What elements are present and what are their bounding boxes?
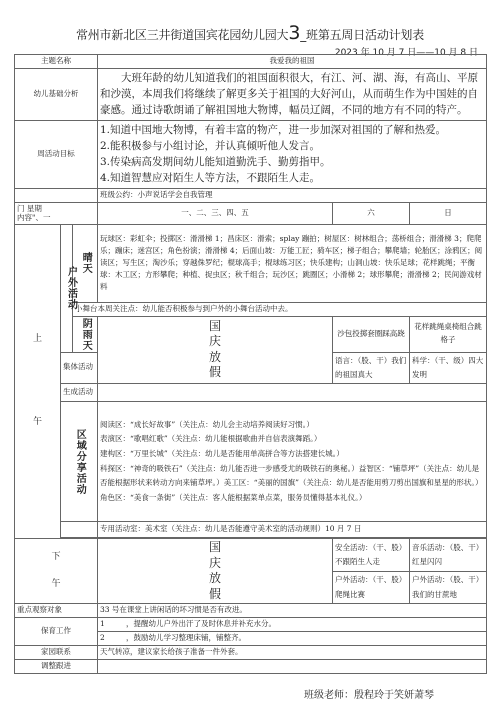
cloudy-label-cell	[73, 316, 98, 352]
special-empty	[61, 522, 98, 538]
area-label-cell	[61, 402, 98, 522]
day-6-header: 六	[333, 202, 410, 224]
title-number: 3	[288, 22, 301, 44]
afternoon-char-2: 午	[51, 579, 61, 590]
sunny-label: 晴天	[80, 252, 92, 275]
pm-holiday-cell	[98, 539, 333, 604]
plan-table	[14, 54, 487, 674]
class-focus: 班级公约：小声说话学会自我管理	[98, 188, 487, 202]
day6-cloudy: 沙包投掷套圈踩高跷	[333, 316, 410, 352]
pm-day7-a: 音乐活动：（股、干）红星闪闪	[410, 539, 487, 572]
goal-item: 3.传染病高发期间幼儿能知道勤洗手、勤剪指甲。	[100, 156, 331, 169]
title-part-a: 常州市新北区三井街道国宾花园幼儿园大	[75, 28, 289, 42]
date-range: 2023 年 10 月 7 日——10 月 8 日	[334, 48, 478, 58]
theme-value: 我爱我的祖国	[98, 55, 487, 69]
area-line: 表演区：“歌唱红歌”（关注点：幼儿能根据歌曲并自信表演舞蹈。）	[100, 434, 322, 444]
care-num-2: 2	[100, 633, 105, 643]
area-line: 建构区：“万里长城”（关注点：幼儿是否能用单高拼合等方法搭建长城。）	[100, 448, 344, 458]
weekly-goals-label: 周活动目标	[15, 120, 98, 188]
area-line: 科探区：“神奇的吸铁石”（关注点：幼儿能否进一步感受尤的吸铁石的奥秘。）益智区：“铺草坪”（关注点：幼儿是否能根据形状来转动方向来铺草坪。）美工区：“美丽的国旗”（关注点：幼儿是否能用剪刀剪出国旗和星星的形状。）角色区：“美食一条街”（关注点：客人能根据菜单点菜，服务员懂得基本礼仪。）	[100, 463, 483, 502]
area-activities	[98, 402, 487, 522]
special-room: 专用活动室：美术室（关注点：幼儿是否能遵守美术室的活动规则）10 月 7 日	[98, 522, 487, 538]
observe-text: 33 号在课堂上讲闲话的坏习惯是否有改进。	[98, 604, 487, 618]
adjust-text	[98, 660, 487, 674]
day-7-header: 日	[410, 202, 487, 224]
stage-focus: 小舞台本周关注点：幼儿能否积极参与到户外的小舞台活动中去。	[73, 302, 487, 316]
outdoor-label: 户外活动	[65, 266, 77, 311]
home-text: 天气转凉，建议家长给孩子准备一件外套。	[98, 646, 487, 660]
morning-char-2: 午	[32, 417, 42, 428]
pm-day6-b: 户外活动：（干、股）爬绳比赛	[333, 571, 410, 604]
week-corner	[15, 202, 98, 224]
life-content	[98, 384, 487, 402]
afternoon-char-1: 下	[51, 552, 61, 563]
corner-top: 门 星期	[17, 204, 42, 214]
care-text-1: ，提醒幼儿户外出汗了及时休息并补充水分。	[126, 619, 276, 629]
theme-label: 主题名称	[15, 55, 98, 69]
collective-label: 集体活动	[61, 352, 98, 384]
goal-item: 4.知道智慧应对陌生人等方法，不跟陌生人走。	[100, 172, 321, 185]
care-num-1: 1	[100, 619, 105, 629]
corner-bottom: 内容"、一	[17, 213, 51, 223]
page-title	[0, 22, 500, 44]
care-line-2	[98, 632, 487, 646]
child-analysis-text: 大班年龄的幼儿知道我们的祖国面积很大，有江、河、湖、海，有高山、平原和沙漠，本周我们将继续了解更多关于祖国的大好河山，从而萌生作为中国娃的自豪感。通过诗歌朗诵了解祖国地大物博，幅员辽阔，不同的地方有不同的特产。	[98, 68, 487, 120]
afternoon-label	[15, 539, 98, 604]
life-label: 生成活动	[61, 384, 98, 402]
pm-day7-b: 户外活动：（股、干）我们的甘蔗地	[410, 571, 487, 604]
goal-item: 2.能积极参与小组讨论，并认真倾听他人发言。	[100, 139, 321, 152]
pm-day6-a: 安全活动：（干、股）不跟陌生人走	[333, 539, 410, 572]
am-holiday: 国庆放假	[208, 318, 221, 380]
sunny-activities: 玩球区：彩虹伞；投掷区：滑滑梯 1；昌床区：滑索；splay 蹦拍；树屋区：树林组合；荡桥组合；滑滑梯 3；爬爬乐；蹦床；迷宫区；角色扮演；滑滑梯 4；后面山坡：万能工匠；骑车区；梯子组合；攀爬墙；轮胎区；涂鸦区；阅读区；写生区；淘沙乐；穿越侏罗纪；棍球高手；棍球练习区；快乐建构；山洞山坡：快乐足球；花样跳绳；平衡球：木工区；方形攀爬；种植、捉虫区；秋千组合；玩沙区；跳圈区；小滑梯 2；球形攀爬；滑滑梯 2；民间游戏材料	[98, 224, 487, 302]
day7-cloudy: 花样跳绳桌椅组合跳格子	[410, 316, 487, 352]
area-label: 区域分享活动	[74, 428, 86, 495]
care-line-1	[98, 618, 487, 632]
goal-item: 1.知道中国地大物博，有着丰富的物产，进一步加深对祖国的了解和热爱。	[100, 123, 447, 136]
area-line: 阅读区：“成长好故事”（关注点：幼儿会主动培养阅读好习惯。）	[100, 419, 314, 429]
teacher-signature: 班级老师：殷程玲于笑妍萧琴	[304, 690, 434, 701]
child-analysis-label: 幼儿基础分析	[15, 68, 98, 120]
pm-holiday: 国庆放假	[208, 540, 221, 601]
title-part-b: _班第五周日活动计划表	[300, 28, 425, 42]
adjust-label: 调整跟进	[15, 660, 98, 674]
collective-day6: 语言：（股、干）我们的祖国真大	[333, 352, 410, 384]
am-holiday-cell	[98, 316, 333, 384]
observe-label: 重点观察对象	[15, 604, 98, 618]
morning-char-1: 上	[32, 334, 42, 345]
care-text-2: ，鼓励幼儿学习整理床铺，铺整齐。	[126, 633, 246, 643]
days-1-5: 一、二、三、四、五	[98, 202, 333, 224]
class-focus-empty	[15, 188, 98, 202]
care-label: 保育工作	[15, 618, 98, 646]
outdoor-label-cell	[61, 224, 77, 352]
collective-day7: 科学：（干、级）四大发明	[410, 352, 487, 384]
cloudy-label: 阴雨天	[80, 317, 92, 351]
morning-label	[15, 224, 61, 539]
home-label: 家园联系	[15, 646, 98, 660]
weekly-goals-list	[98, 120, 487, 188]
